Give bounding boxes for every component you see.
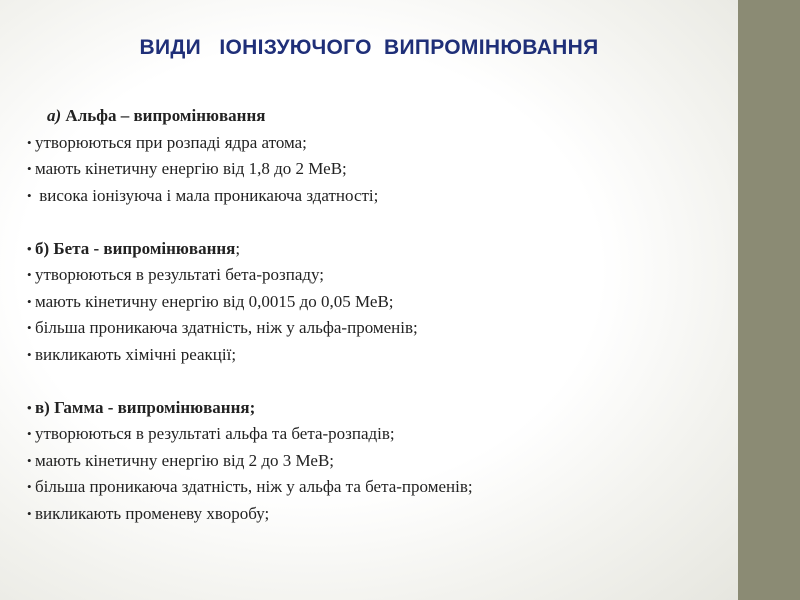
- list-item: [27, 289, 727, 316]
- bullet-icon: •: [27, 426, 32, 441]
- section-title-suffix: ;: [235, 238, 241, 258]
- list-item-text: більша проникаюча здатність, ніж у альфа та бета-променів;: [35, 477, 473, 496]
- section-letter: б): [35, 238, 50, 258]
- list-item: [27, 474, 727, 501]
- slide-content: [27, 103, 727, 527]
- bullet-icon: •: [27, 267, 32, 282]
- section-heading-alpha: [27, 103, 727, 130]
- bullet-icon: •: [27, 479, 32, 494]
- list-item-text: викликають хімічні реакції;: [35, 344, 237, 364]
- bullet-icon: •: [27, 134, 32, 150]
- bullet-icon: •: [27, 346, 32, 362]
- bullet-icon: •: [27, 452, 32, 468]
- slide-title: ВИДИ ІОНІЗУЮЧОГО ВИПРОМІНЮВАННЯ: [139, 36, 599, 59]
- list-item: [27, 130, 727, 157]
- section-title: Альфа – випромінювання: [61, 106, 266, 125]
- section-letter: а): [47, 106, 62, 125]
- list-item: [27, 183, 727, 210]
- section-title: Гамма - випромінювання;: [49, 397, 256, 417]
- bullet-icon: •: [27, 187, 32, 203]
- section-heading-gamma: [27, 395, 727, 422]
- section-letter: в): [35, 397, 50, 417]
- list-item: [27, 315, 727, 342]
- bullet-icon: •: [27, 161, 32, 176]
- list-item-text: мають кінетичну енергію від 0,0015 до 0,05 МеВ;: [35, 291, 394, 311]
- section-title: Бета - випромінювання: [49, 238, 236, 258]
- list-item: [27, 156, 727, 183]
- bullet-icon: •: [27, 293, 32, 309]
- section-heading-beta: [27, 236, 727, 263]
- list-item: [27, 342, 727, 369]
- bullet-icon: •: [27, 399, 32, 415]
- list-item-text: утворюються при розпаді ядра атома;: [35, 132, 307, 152]
- list-item: [27, 448, 727, 475]
- list-item-text: мають кінетичну енергію від 1,8 до 2 МеВ;: [35, 159, 347, 178]
- list-item-text: утворюються в результаті альфа та бета-розпадів;: [35, 424, 395, 443]
- list-item: [27, 262, 727, 289]
- sidebar-decoration: [738, 0, 800, 600]
- list-item-text: висока іонізуюча і мала проникаюча здатності;: [35, 185, 379, 205]
- list-item: [27, 501, 727, 528]
- list-item-text: утворюються в результаті бета-розпаду;: [35, 265, 325, 284]
- list-item-text: викликають променеву хворобу;: [35, 503, 270, 523]
- list-item: [27, 421, 727, 448]
- list-item-text: мають кінетичну енергію від 2 до 3 МеВ;: [35, 450, 335, 470]
- bullet-icon: •: [27, 240, 32, 256]
- list-item-text: більша проникаюча здатність, ніж у альфа-променів;: [35, 318, 418, 337]
- bullet-icon: •: [27, 320, 32, 335]
- bullet-icon: •: [27, 505, 32, 521]
